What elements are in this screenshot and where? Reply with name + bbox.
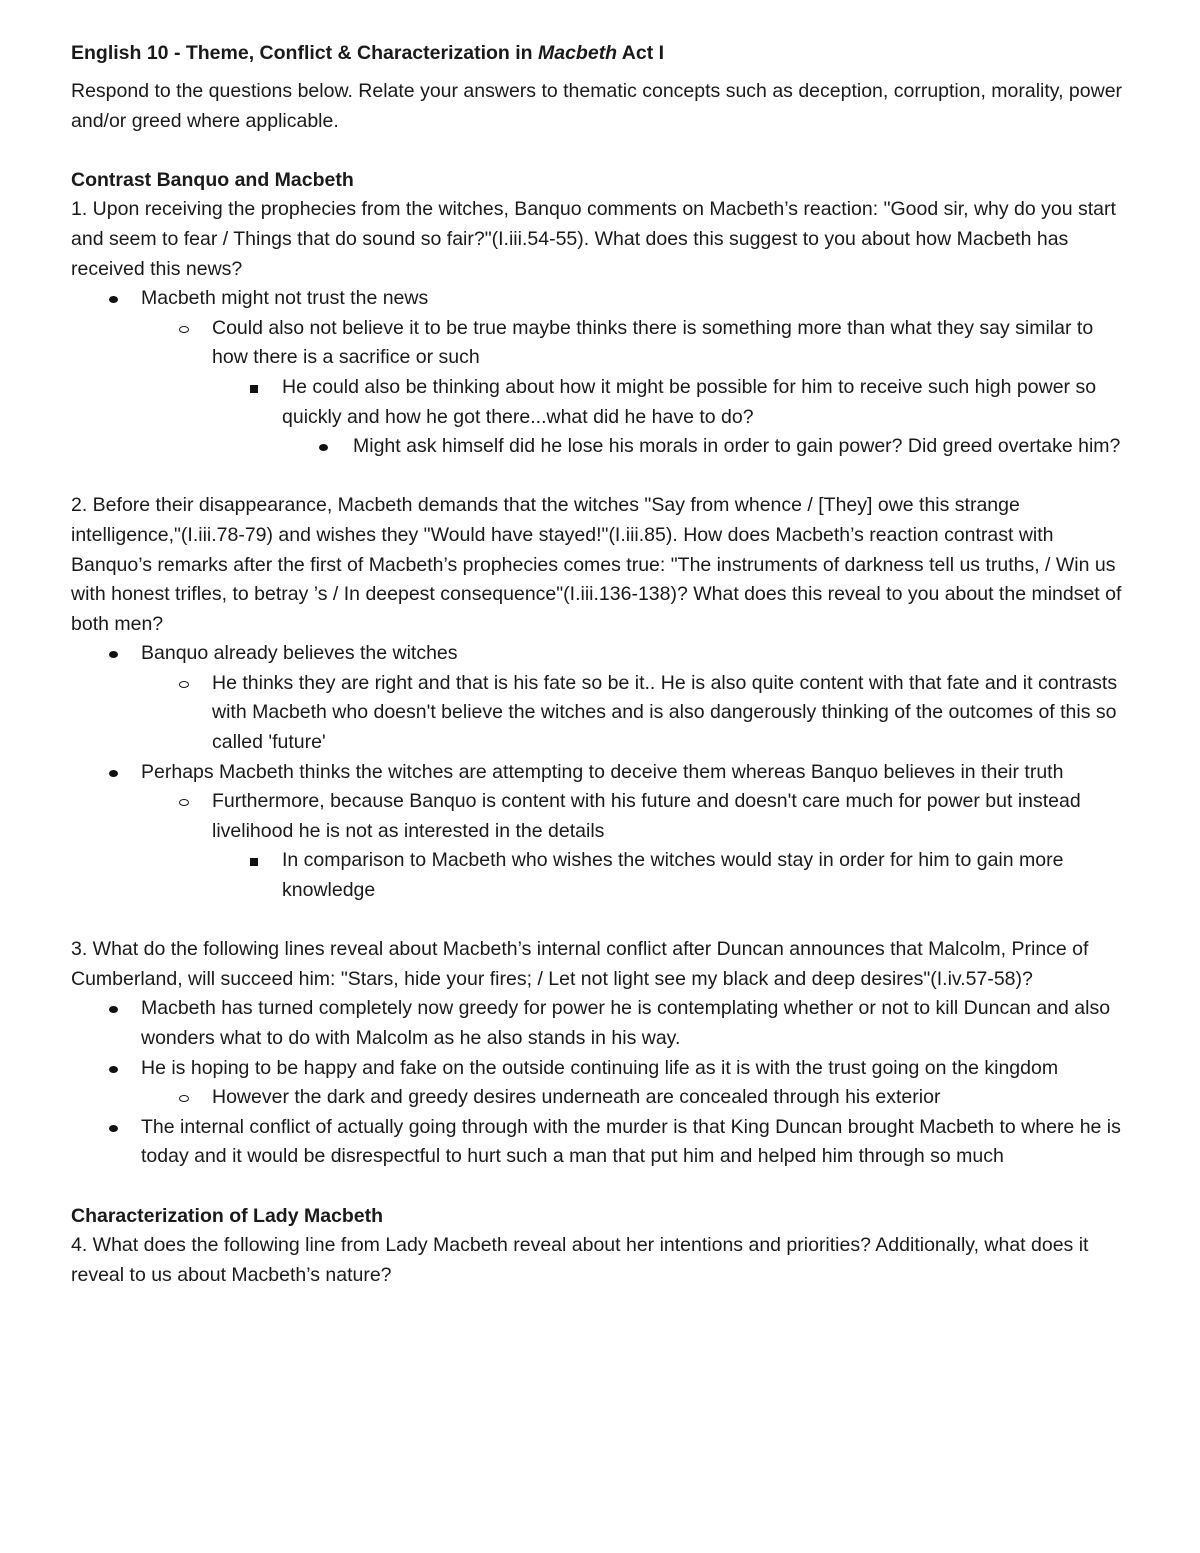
instructions: Respond to the questions below. Relate your answers to thematic concepts such as deception, corruption, morality, power and/or greed where applicable. [71,80,1123,132]
answer-text: Perhaps Macbeth thinks the witches are attempting to deceive them whereas Banquo believes in their truth [141,760,1064,783]
title-play-name: Macbeth [538,42,618,64]
answer-text: Macbeth might not trust the news [141,287,429,310]
answer-text: Might ask himself did he lose his morals in order to gain power? Did greed overtake him? [353,435,1121,458]
question-4: 4. What does the following line from Lady Macbeth reveal about her intentions and priorities? Additionally, what does it reveal to us about Macbeth’s nature? [71,1234,1089,1286]
answer-item [71,787,1133,846]
answer-text: Banquo already believes the witches [141,642,458,665]
answer-text: In comparison to Macbeth who wishes the witches would stay in order for him to gain more knowledge [282,849,1064,902]
answer-item [71,1113,1133,1172]
title-suffix: Act I [617,42,665,64]
answer-item [71,314,1133,373]
answer-item [71,1054,1133,1084]
answer-item [71,1083,1133,1113]
section-heading-lady-macbeth: Characterization of Lady Macbeth [71,1204,384,1227]
answer-item [71,432,1133,462]
answer-text: Macbeth has turned completely now greedy for power he is contemplating whether or not to kill Duncan and also wonders what to do with Malcolm as he also stands in his way. [141,997,1111,1049]
answer-item [71,669,1133,758]
answer-item [71,758,1133,788]
title-prefix: English 10 - Theme, Conflict & Characterization in [71,42,538,64]
answer-text: Furthermore, because Banquo is content with his future and doesn't care much for power but instead livelihood he is not as interested in the details [212,790,1081,842]
answer-text: He could also be thinking about how it might be possible for him to receive such high power so quickly and how he got there...what did he have to do? [282,375,1097,428]
document-page [71,38,1133,1290]
answer-item [71,373,1133,432]
answer-text: Could also not believe it to be true maybe thinks there is something more than what they say similar to how there is a sacrifice or such [212,316,1094,369]
question-1: 1. Upon receiving the prophecies from the witches, Banquo comments on Macbeth’s reaction: "Good sir, why do you start and seem to fear / Things that do sound so fair?"(I.iii.54-55). What does this suggest to you about how Macbeth has received this news? [71,198,1116,280]
answer-text: He thinks they are right and that is his fate so be it.. He is also quite content with that fate and it contrasts with Macbeth who doesn't believe the witches and is also dangerously thinking of the outcomes of this so called 'future' [212,671,1118,754]
question-2: 2. Before their disappearance, Macbeth demands that the witches "Say from whence / [They] owe this strange intelligence,"(I.iii.78-79) and wishes they "Would have stayed!"(I.iii.85). How does Macbeth’s reaction contrast with Banquo’s remarks after the first of Macbeth’s prophecies comes true: "The instruments of darkness tell us truths, / Win us with honest trifles, to betray ’s / In deepest consequence"(I.iii.136-138)? What does this reveal to you about the mindset of both men? [71,494,1122,635]
answer-text: However the dark and greedy desires underneath are concealed through his exterior [212,1086,941,1109]
document-title [71,38,1133,68]
answer-item [71,639,1133,669]
answer-text: He is hoping to be happy and fake on the outside continuing life as it is with the trust going on the kingdom [141,1056,1059,1079]
answer-item [71,284,1133,314]
question-3: 3. What do the following lines reveal about Macbeth’s internal conflict after Duncan announces that Malcolm, Prince of Cumberland, will succeed him: "Stars, hide your fires; / Let not light see my black and deep desires"(I.iv.57-58)? [71,938,1089,990]
answer-item [71,994,1133,1053]
section-heading-contrast: Contrast Banquo and Macbeth [71,168,354,191]
answer-text: The internal conflict of actually going through with the murder is that King Duncan brought Macbeth to where he is today and it would be disrespectful to hurt such a man that put him and helped him through so much [141,1115,1121,1168]
answer-item [71,846,1133,905]
